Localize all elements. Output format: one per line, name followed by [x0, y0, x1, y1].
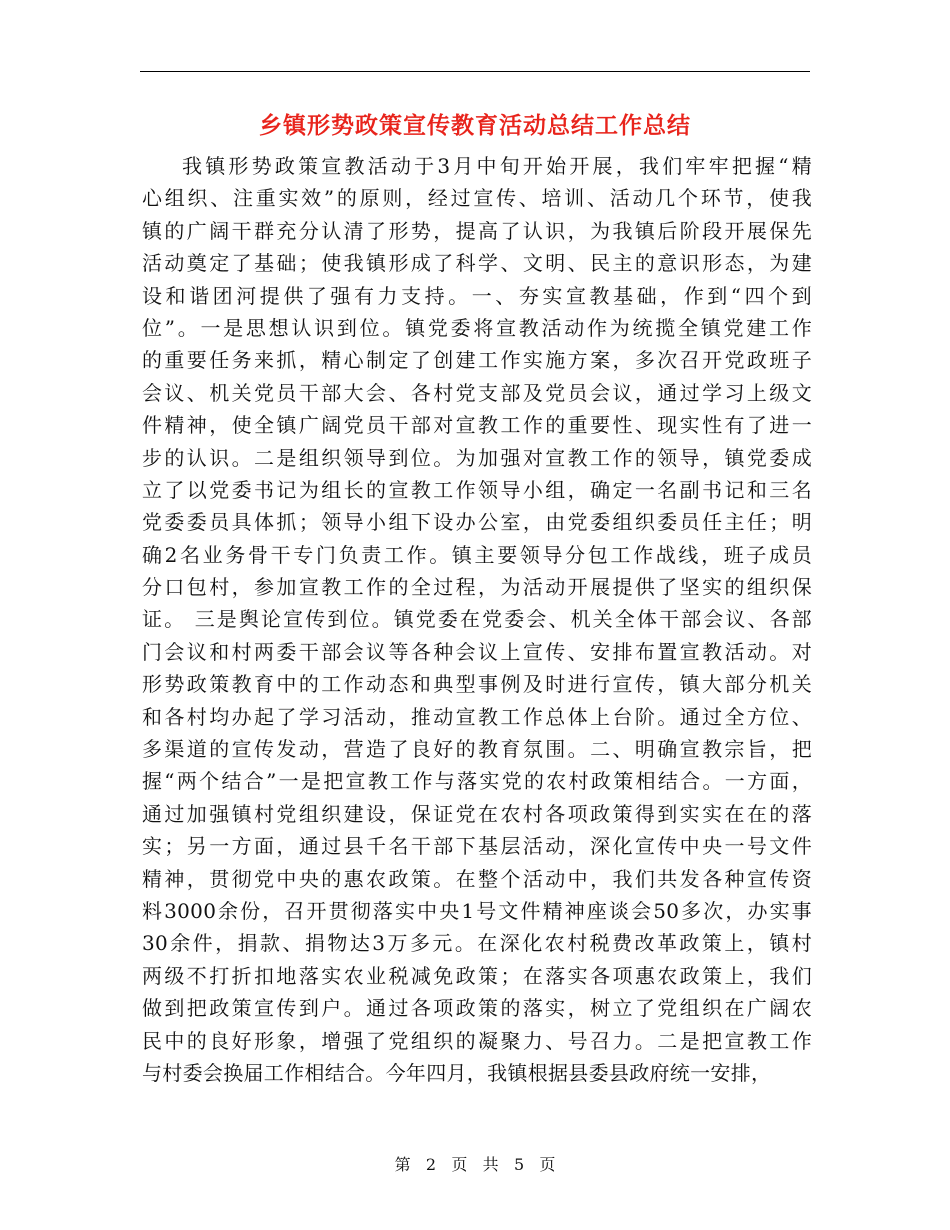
body-line: 多渠道的宣传发动，营造了良好的教育氛围。二、明确宣教宗旨，把	[142, 737, 812, 762]
page-footer	[0, 1153, 950, 1177]
body-line: 我镇形势政策宣教活动于3月中旬开始开展，我们牢牢把握“精	[182, 154, 812, 178]
body-line: 的重要任务来抓，精心制定了创建工作实施方案，多次召开党政班子	[142, 348, 812, 373]
footer-label-page: 第	[394, 1155, 411, 1174]
document-title: 乡镇形势政策宣传教育活动总结工作总结	[259, 112, 691, 139]
body-line: 步的认识。二是组织领导到位。为加强对宣教工作的领导，镇党委成	[142, 445, 812, 470]
body-line: 通过加强镇村党组织建设，保证党在农村各项政策得到实实在在的落	[142, 801, 812, 826]
current-page-number: 2	[425, 1155, 437, 1174]
body-line: 料3000余份，召开贯彻落实中央1号文件精神座谈会50多次，办实事	[142, 898, 812, 923]
body-line: 握“两个结合”一是把宣教工作与落实党的农村政策相结合。一方面，	[142, 769, 812, 794]
footer-label-page-unit: 页	[451, 1155, 468, 1174]
body-line: 实；另一方面，通过县千名干部下基层活动，深化宣传中央一号文件	[142, 834, 812, 859]
body-line: 30余件，捐款、捐物达3万多元。在深化农村税费改革政策上，镇村	[142, 931, 812, 956]
body-line: 证。 三是舆论宣传到位。镇党委在党委会、机关全体干部会议、各部	[142, 607, 812, 632]
total-pages-number: 5	[513, 1155, 525, 1174]
body-line: 立了以党委书记为组长的宣教工作领导小组，确定一名副书记和三名	[142, 477, 812, 502]
body-line: 门会议和村两委干部会议等各种会议上宣传、安排布置宣教活动。对	[142, 639, 812, 664]
header-rule	[140, 71, 810, 72]
body-line: 心组织、注重实效”的原则，经过宣传、培训、活动几个环节，使我	[142, 186, 812, 211]
body-line: 会议、机关党员干部大会、各村党支部及党员会议，通过学习上级文	[142, 380, 812, 405]
body-line: 精神，贯彻党中央的惠农政策。在整个活动中，我们共发各种宣传资	[142, 866, 812, 891]
footer-label-total-unit: 页	[539, 1155, 556, 1174]
body-line: 形势政策教育中的工作动态和典型事例及时进行宣传，镇大部分机关	[142, 672, 812, 697]
body-line: 与村委会换届工作相结合。今年四月，我镇根据县委县政府统一安排，	[142, 1060, 772, 1085]
footer-label-total: 共	[482, 1155, 499, 1174]
body-line: 件精神，使全镇广阔党员干部对宣教工作的重要性、现实性有了进一	[142, 413, 812, 438]
body-line: 活动奠定了基础；使我镇形成了科学、文明、民主的意识形态，为建	[142, 251, 812, 276]
body-line: 民中的良好形象，增强了党组织的凝聚力、号召力。二是把宣教工作	[142, 1028, 812, 1053]
body-line: 设和谐团河提供了强有力支持。一、夯实宣教基础，作到“四个到	[142, 283, 812, 308]
body-line: 做到把政策宣传到户。通过各项政策的落实，树立了党组织在广阔农	[142, 996, 812, 1021]
body-line: 位”。一是思想认识到位。镇党委将宣教活动作为统揽全镇党建工作	[142, 315, 812, 340]
body-line: 镇的广阔干群充分认清了形势，提高了认识，为我镇后阶段开展保先	[142, 218, 812, 243]
body-line: 党委委员具体抓；领导小组下设办公室，由党委组织委员任主任；明	[142, 510, 812, 535]
body-line: 分口包村，参加宣教工作的全过程，为活动开展提供了坚实的组织保	[142, 575, 812, 600]
body-line: 两级不打折扣地落实农业税减免政策；在落实各项惠农政策上，我们	[142, 963, 812, 988]
body-line: 和各村均办起了学习活动，推动宣教工作总体上台阶。通过全方位、	[142, 704, 812, 729]
document-body	[142, 150, 812, 1089]
body-line: 确2名业务骨干专门负责工作。镇主要领导分包工作战线，班子成员	[142, 542, 812, 567]
